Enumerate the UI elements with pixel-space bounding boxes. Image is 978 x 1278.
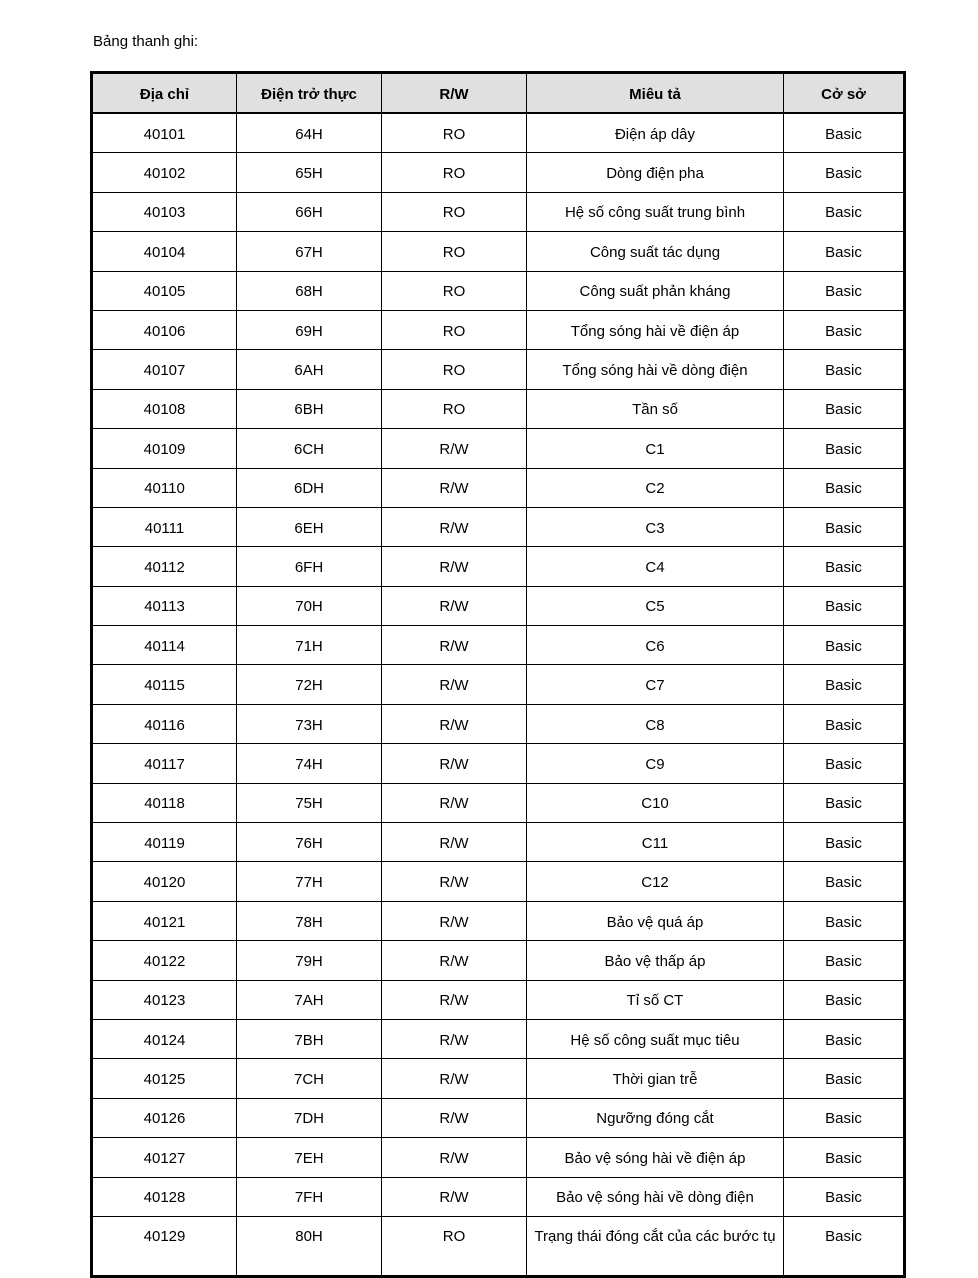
cell-description: Bảo vệ sóng hài về điện áp [527, 1138, 784, 1177]
cell-real-register: 6CH [237, 429, 382, 468]
table-row [92, 1019, 905, 1058]
cell-real-register: 7DH [237, 1098, 382, 1137]
cell-address: 40117 [92, 744, 237, 783]
register-table [90, 71, 906, 1278]
cell-rw: R/W [382, 468, 527, 507]
cell-real-register: 6AH [237, 350, 382, 389]
cell-base: Basic [784, 232, 905, 271]
cell-real-register: 6EH [237, 507, 382, 546]
cell-real-register: 78H [237, 901, 382, 940]
cell-address: 40101 [92, 113, 237, 153]
cell-address: 40115 [92, 665, 237, 704]
table-row [92, 704, 905, 743]
cell-real-register: 69H [237, 310, 382, 349]
cell-rw: R/W [382, 1138, 527, 1177]
cell-description: C10 [527, 783, 784, 822]
table-row [92, 1059, 905, 1098]
header-description: Miêu tả [527, 73, 784, 114]
cell-description: C1 [527, 429, 784, 468]
cell-real-register: 7BH [237, 1019, 382, 1058]
table-row [92, 310, 905, 349]
table-row [92, 1216, 905, 1276]
cell-rw: RO [382, 232, 527, 271]
cell-rw: R/W [382, 1059, 527, 1098]
cell-base: Basic [784, 1059, 905, 1098]
cell-base: Basic [784, 1019, 905, 1058]
table-row [92, 1177, 905, 1216]
cell-address: 40114 [92, 626, 237, 665]
cell-base: Basic [784, 271, 905, 310]
cell-rw: R/W [382, 744, 527, 783]
cell-base: Basic [784, 192, 905, 231]
cell-description: C9 [527, 744, 784, 783]
cell-address: 40102 [92, 153, 237, 192]
cell-base: Basic [784, 862, 905, 901]
cell-address: 40109 [92, 429, 237, 468]
cell-address: 40116 [92, 704, 237, 743]
cell-real-register: 7EH [237, 1138, 382, 1177]
cell-real-register: 68H [237, 271, 382, 310]
cell-address: 40127 [92, 1138, 237, 1177]
cell-base: Basic [784, 389, 905, 428]
cell-real-register: 66H [237, 192, 382, 231]
cell-real-register: 7FH [237, 1177, 382, 1216]
cell-base: Basic [784, 507, 905, 546]
cell-description: Công suất tác dụng [527, 232, 784, 271]
table-row [92, 113, 905, 153]
cell-base: Basic [784, 980, 905, 1019]
cell-description: Tổng sóng hài về điện áp [527, 310, 784, 349]
cell-base: Basic [784, 744, 905, 783]
cell-rw: RO [382, 350, 527, 389]
cell-base: Basic [784, 1216, 905, 1276]
cell-base: Basic [784, 704, 905, 743]
cell-base: Basic [784, 429, 905, 468]
table-row [92, 350, 905, 389]
cell-real-register: 67H [237, 232, 382, 271]
cell-rw: RO [382, 113, 527, 153]
table-row [92, 862, 905, 901]
cell-description: C6 [527, 626, 784, 665]
cell-base: Basic [784, 1177, 905, 1216]
table-row [92, 980, 905, 1019]
cell-real-register: 7AH [237, 980, 382, 1019]
cell-description: Ngưỡng đóng cắt [527, 1098, 784, 1137]
cell-real-register: 6FH [237, 547, 382, 586]
cell-description: Tổng sóng hài về dòng điện [527, 350, 784, 389]
cell-address: 40113 [92, 586, 237, 625]
cell-rw: RO [382, 192, 527, 231]
header-row [92, 73, 905, 114]
cell-address: 40120 [92, 862, 237, 901]
table-row [92, 468, 905, 507]
cell-base: Basic [784, 823, 905, 862]
table-row [92, 665, 905, 704]
table-row [92, 626, 905, 665]
cell-description: Dòng điện pha [527, 153, 784, 192]
table-row [92, 941, 905, 980]
cell-base: Basic [784, 626, 905, 665]
table-row [92, 232, 905, 271]
register-table-header [92, 73, 905, 114]
table-row [92, 507, 905, 546]
cell-address: 40125 [92, 1059, 237, 1098]
cell-base: Basic [784, 468, 905, 507]
table-row [92, 192, 905, 231]
table-row [92, 586, 905, 625]
cell-real-register: 79H [237, 941, 382, 980]
cell-base: Basic [784, 1138, 905, 1177]
table-row [92, 153, 905, 192]
cell-description: C11 [527, 823, 784, 862]
header-address: Địa chỉ [92, 73, 237, 114]
cell-rw: R/W [382, 980, 527, 1019]
table-caption: Bảng thanh ghi: [93, 33, 199, 50]
cell-address: 40118 [92, 783, 237, 822]
cell-real-register: 74H [237, 744, 382, 783]
table-row [92, 744, 905, 783]
cell-base: Basic [784, 665, 905, 704]
cell-rw: RO [382, 1216, 527, 1276]
table-row [92, 271, 905, 310]
cell-description: Tỉ số CT [527, 980, 784, 1019]
cell-rw: R/W [382, 626, 527, 665]
cell-address: 40126 [92, 1098, 237, 1137]
cell-rw: R/W [382, 547, 527, 586]
cell-address: 40111 [92, 507, 237, 546]
cell-address: 40107 [92, 350, 237, 389]
cell-rw: R/W [382, 823, 527, 862]
cell-real-register: 72H [237, 665, 382, 704]
cell-address: 40119 [92, 823, 237, 862]
cell-address: 40103 [92, 192, 237, 231]
cell-rw: R/W [382, 862, 527, 901]
cell-address: 40110 [92, 468, 237, 507]
header-rw: R/W [382, 73, 527, 114]
register-table-body [92, 113, 905, 1276]
cell-address: 40124 [92, 1019, 237, 1058]
cell-address: 40122 [92, 941, 237, 980]
cell-rw: R/W [382, 1019, 527, 1058]
table-row [92, 823, 905, 862]
cell-base: Basic [784, 310, 905, 349]
cell-address: 40123 [92, 980, 237, 1019]
table-row [92, 1138, 905, 1177]
header-real-register: Điện trở thực [237, 73, 382, 114]
table-row [92, 547, 905, 586]
cell-base: Basic [784, 1098, 905, 1137]
table-row [92, 1098, 905, 1137]
cell-rw: R/W [382, 586, 527, 625]
cell-description: Tần số [527, 389, 784, 428]
cell-real-register: 80H [237, 1216, 382, 1276]
cell-base: Basic [784, 783, 905, 822]
cell-description: C8 [527, 704, 784, 743]
cell-real-register: 65H [237, 153, 382, 192]
cell-rw: R/W [382, 901, 527, 940]
cell-description: C7 [527, 665, 784, 704]
cell-real-register: 77H [237, 862, 382, 901]
cell-description: Bảo vệ sóng hài về dòng điện [527, 1177, 784, 1216]
cell-description: C4 [527, 547, 784, 586]
cell-description: Hệ số công suất trung bình [527, 192, 784, 231]
cell-description: Điện áp dây [527, 113, 784, 153]
cell-description: C2 [527, 468, 784, 507]
cell-rw: RO [382, 271, 527, 310]
cell-real-register: 6DH [237, 468, 382, 507]
cell-description: Trạng thái đóng cắt của các bước tụ [527, 1216, 784, 1276]
cell-rw: RO [382, 310, 527, 349]
cell-real-register: 76H [237, 823, 382, 862]
cell-address: 40129 [92, 1216, 237, 1276]
cell-address: 40112 [92, 547, 237, 586]
cell-real-register: 75H [237, 783, 382, 822]
table-row [92, 389, 905, 428]
cell-rw: R/W [382, 941, 527, 980]
cell-description: Bảo vệ quá áp [527, 901, 784, 940]
cell-base: Basic [784, 350, 905, 389]
cell-rw: R/W [382, 783, 527, 822]
cell-address: 40104 [92, 232, 237, 271]
cell-description: C5 [527, 586, 784, 625]
cell-real-register: 70H [237, 586, 382, 625]
cell-base: Basic [784, 586, 905, 625]
cell-address: 40128 [92, 1177, 237, 1216]
cell-description: Bảo vệ thấp áp [527, 941, 784, 980]
table-row [92, 429, 905, 468]
cell-rw: R/W [382, 507, 527, 546]
cell-base: Basic [784, 901, 905, 940]
cell-rw: R/W [382, 665, 527, 704]
cell-base: Basic [784, 153, 905, 192]
cell-address: 40106 [92, 310, 237, 349]
table-row [92, 783, 905, 822]
cell-address: 40108 [92, 389, 237, 428]
cell-description: Hệ số công suất mục tiêu [527, 1019, 784, 1058]
cell-real-register: 7CH [237, 1059, 382, 1098]
cell-rw: R/W [382, 429, 527, 468]
header-base: Cở sở [784, 73, 905, 114]
cell-base: Basic [784, 941, 905, 980]
cell-rw: RO [382, 389, 527, 428]
cell-rw: R/W [382, 1177, 527, 1216]
cell-real-register: 73H [237, 704, 382, 743]
cell-base: Basic [784, 113, 905, 153]
cell-address: 40105 [92, 271, 237, 310]
cell-real-register: 71H [237, 626, 382, 665]
cell-rw: RO [382, 153, 527, 192]
cell-description: C12 [527, 862, 784, 901]
cell-description: Thời gian trễ [527, 1059, 784, 1098]
cell-base: Basic [784, 547, 905, 586]
cell-rw: R/W [382, 1098, 527, 1137]
cell-description: C3 [527, 507, 784, 546]
cell-address: 40121 [92, 901, 237, 940]
table-row [92, 901, 905, 940]
cell-real-register: 64H [237, 113, 382, 153]
cell-rw: R/W [382, 704, 527, 743]
cell-description: Công suất phản kháng [527, 271, 784, 310]
cell-real-register: 6BH [237, 389, 382, 428]
